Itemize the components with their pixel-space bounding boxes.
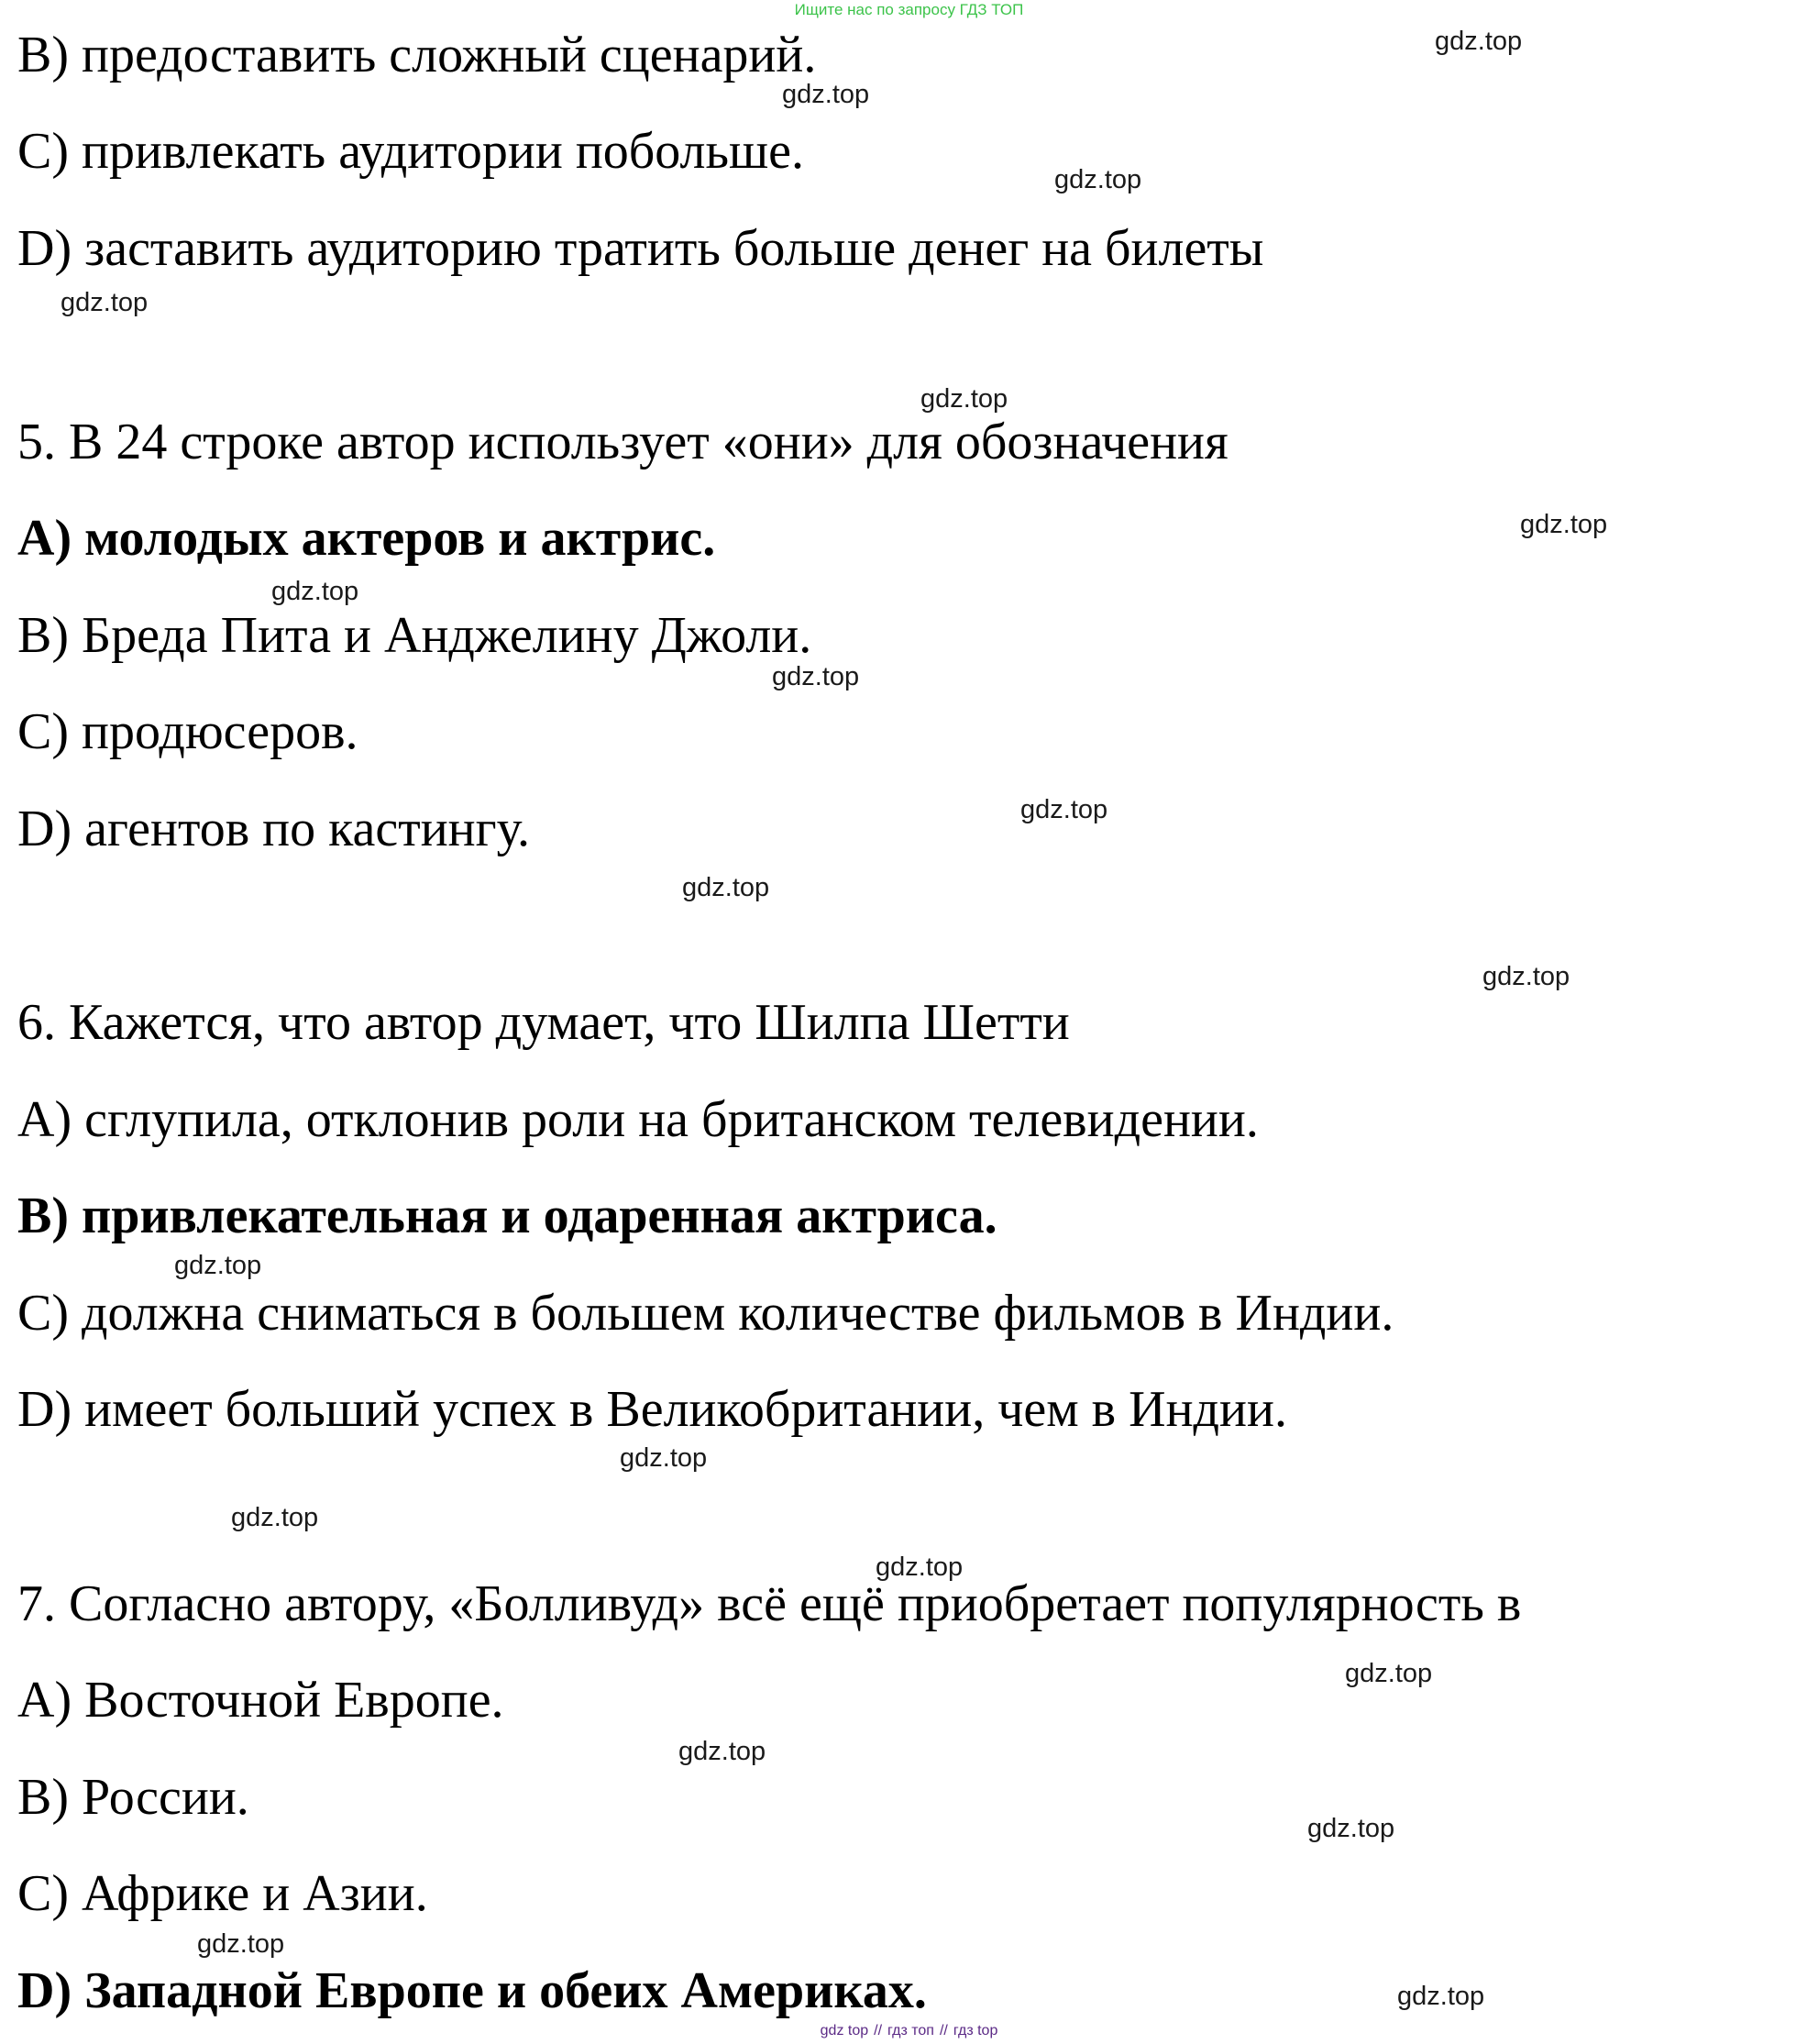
footer-separator: // <box>939 2023 948 2038</box>
watermark: gdz.top <box>678 1737 766 1766</box>
question-7: 7. Согласно автору, «Болливуд» всё ещё приобретает популярность в <box>17 1575 1522 1632</box>
watermark: gdz.top <box>920 384 1008 414</box>
footer-link-gdz-top[interactable]: gdz top <box>820 2023 869 2038</box>
watermark: gdz.top <box>197 1929 285 1959</box>
watermark: gdz.top <box>1397 1982 1485 2011</box>
question-5: 5. В 24 строке автор использует «они» для обозначения <box>17 414 1229 470</box>
watermark: gdz.top <box>231 1503 319 1532</box>
watermark: gdz.top <box>174 1251 262 1280</box>
watermark: gdz.top <box>1435 27 1523 56</box>
option-5a-answer: A) молодых актеров и актрис. <box>17 510 716 567</box>
watermark: gdz.top <box>271 577 359 606</box>
option-6c: C) должна сниматься в большем количестве фильмов в Индии. <box>17 1285 1394 1342</box>
top-banner: Ищите нас по запросу ГДЗ ТОП <box>794 1 1024 18</box>
option-6b-answer: B) привлекательная и одаренная актриса. <box>17 1188 997 1244</box>
option-7d-answer: D) Западной Европе и обеих Америках. <box>17 1962 927 2019</box>
option-5d: D) агентов по кастингу. <box>17 801 530 857</box>
footer-link-gdz-top-ru[interactable]: гдз топ <box>887 2023 934 2038</box>
option-5b: B) Бреда Пита и Анджелину Джоли. <box>17 607 812 664</box>
watermark: gdz.top <box>876 1552 964 1582</box>
watermark: gdz.top <box>1520 510 1608 539</box>
option-7c: C) Африке и Азии. <box>17 1865 428 1922</box>
watermark: gdz.top <box>682 873 770 902</box>
watermark: gdz.top <box>772 662 860 691</box>
watermark: gdz.top <box>620 1443 708 1473</box>
option-4b: B) предоставить сложный сценарий. <box>17 27 817 83</box>
watermark: gdz.top <box>782 80 870 109</box>
watermark: gdz.top <box>1020 795 1108 824</box>
option-6a: A) сглупила, отклонив роли на британском телевидении. <box>17 1091 1259 1148</box>
watermark: gdz.top <box>1054 165 1142 194</box>
watermark: gdz.top <box>61 288 149 317</box>
option-7a: A) Восточной Европе. <box>17 1672 504 1729</box>
footer-separator: // <box>874 2023 883 2038</box>
question-6: 6. Кажется, что автор думает, что Шилпа Шетти <box>17 994 1070 1051</box>
watermark: gdz.top <box>1307 1814 1395 1843</box>
watermark: gdz.top <box>1482 962 1570 991</box>
option-4d: D) заставить аудиторию тратить больше денег на билеты <box>17 220 1264 277</box>
option-4c: C) привлекать аудитории побольше. <box>17 123 805 180</box>
watermark: gdz.top <box>1345 1659 1433 1688</box>
option-6d: D) имеет больший успех в Великобритании, чем в Индии. <box>17 1381 1287 1438</box>
option-5c: C) продюсеров. <box>17 703 358 760</box>
option-7b: B) России. <box>17 1769 249 1826</box>
footer-links <box>0 2022 1818 2040</box>
footer-link-gdz-top-mixed[interactable]: гдз top <box>953 2023 998 2038</box>
